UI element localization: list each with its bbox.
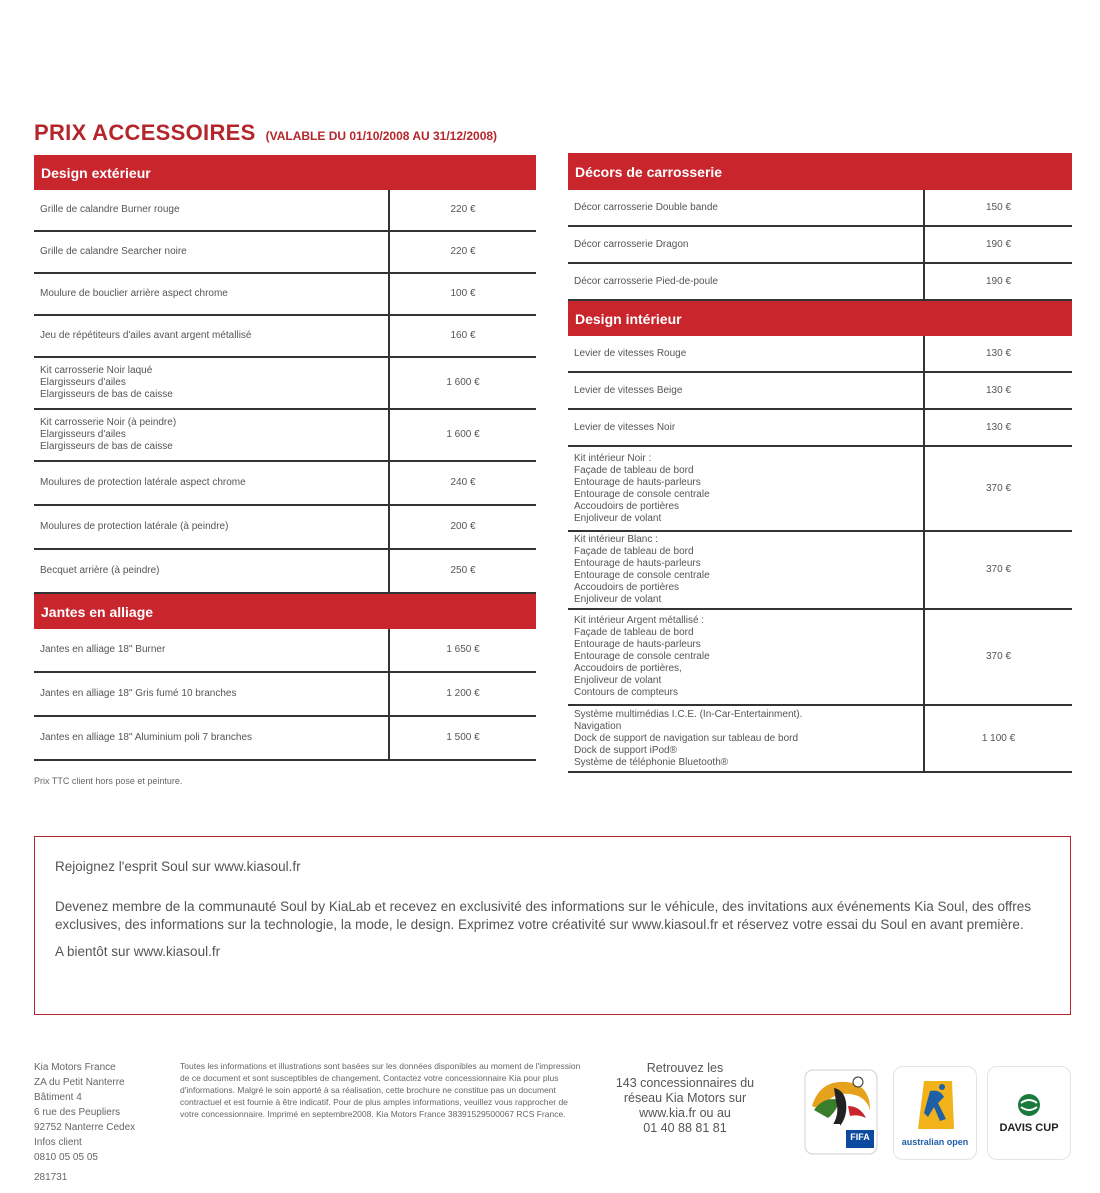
accessory-line: Moulures de protection latérale (à peindre) (40, 521, 229, 532)
accessory-line: Enjoliveur de volant (574, 675, 662, 686)
accessory-line: Grille de calandre Burner rouge (40, 204, 180, 215)
accessory-line: Levier de vitesses Noir (574, 421, 676, 433)
accessory-price: 1 650 € (446, 644, 480, 655)
price-row (568, 532, 1072, 610)
accessory-line: Navigation (574, 720, 622, 732)
accessory-name (34, 717, 390, 759)
price-row (568, 610, 1072, 706)
accessory-name (34, 410, 390, 460)
price-row (34, 550, 536, 594)
price-row (568, 373, 1072, 410)
right-price-column (568, 153, 1072, 773)
accessory-line: Becquet arrière (à peindre) (40, 565, 160, 576)
accessory-name (34, 274, 390, 314)
accessory-line: Grille de calandre Searcher noire (40, 246, 187, 257)
accessory-line: Système multimédias I.C.E. (In-Car-Entertainment). (574, 708, 803, 720)
accessory-price: 130 € (985, 347, 1012, 359)
address-line: 92752 Nanterre Cedex (34, 1122, 136, 1133)
accessory-price: 1 600 € (446, 429, 480, 440)
accessory-line: Kit intérieur Argent métallisé : (574, 615, 705, 626)
dealer-info-line: www.kia.fr ou au (639, 1106, 731, 1120)
dealer-info-line: réseau Kia Motors sur (623, 1091, 747, 1105)
accessory-line: Moulure de bouclier arrière aspect chrome (40, 288, 228, 299)
australian-open-logo (893, 1066, 977, 1160)
accessory-line: Accoudoirs de portières (574, 500, 680, 512)
price-row (34, 717, 536, 761)
accessory-name (34, 358, 390, 408)
accessory-line: Kit carrosserie Noir (à peindre) (40, 417, 177, 428)
fifa-logo-text: FIFA (850, 1132, 870, 1142)
price-note: Prix TTC client hors pose et peinture. (34, 776, 183, 786)
address-line: 0810 05 05 05 (34, 1152, 98, 1163)
promo-heading: Rejoignez l'esprit Soul sur www.kiasoul.fr (55, 859, 301, 874)
promo-paragraph: Devenez membre de la communauté Soul by KiaLab et recevez en exclusivité des informations sur le véhicule, des invitations aux événements Kia Soul, des offres exclusives, des informations sur la technologie, la mode, le design. Exprimez votre créativité sur www.kiasoul.fr et réservez votre essai du Soul en avant première. (55, 899, 1032, 932)
accessory-line: Entourage de hauts-parleurs (574, 639, 701, 650)
accessory-name (34, 673, 390, 715)
accessory-line: Elargisseurs d'ailes (40, 377, 126, 388)
price-row (34, 232, 536, 274)
accessory-price: 100 € (450, 288, 476, 299)
accessory-line: Moulures de protection latérale aspect chrome (40, 477, 246, 488)
accessory-price: 150 € (985, 201, 1012, 213)
accessory-price: 1 200 € (446, 688, 480, 699)
dealer-info-line: Retrouvez les (646, 1061, 724, 1075)
accessory-line: Entourage de console centrale (574, 488, 710, 500)
accessory-name (34, 462, 390, 504)
section-header: Design extérieur (34, 155, 536, 190)
accessory-price: 370 € (985, 564, 1012, 575)
accessory-name (568, 410, 925, 445)
price-row (568, 410, 1072, 447)
address-line: Kia Motors France (34, 1062, 116, 1073)
accessory-line: Kit intérieur Noir : (574, 452, 652, 464)
accessory-price: 1 500 € (446, 732, 480, 743)
section-header: Design intérieur (568, 301, 1072, 336)
accessory-line: Dock de support iPod® (574, 744, 677, 756)
accessory-line: Jantes en alliage 18" Gris fumé 10 branches (40, 688, 237, 699)
address-line: 6 rue des Peupliers (34, 1107, 121, 1118)
accessory-name (34, 550, 390, 592)
price-row (568, 447, 1072, 532)
address-line: ZA du Petit Nanterre (34, 1077, 125, 1088)
page-title: PRIX ACCESSOIRES (34, 120, 256, 145)
price-row (34, 629, 536, 673)
accessory-price: 220 € (450, 204, 476, 215)
accessory-name (34, 316, 390, 356)
promo-closing: A bientôt sur www.kiasoul.fr (55, 944, 221, 959)
dealer-info-line: 01 40 88 81 81 (643, 1121, 727, 1135)
price-row (568, 190, 1072, 227)
price-row (34, 190, 536, 232)
accessory-line: Accoudoirs de portières (574, 582, 680, 593)
accessory-line: Entourage de console centrale (574, 570, 710, 581)
price-row (34, 673, 536, 717)
price-row (34, 462, 536, 506)
price-row (34, 316, 536, 358)
address-line: Infos client (34, 1137, 82, 1148)
price-row (568, 264, 1072, 301)
validity-period: (VALABLE DU 01/10/2008 AU 31/12/2008) (265, 129, 498, 143)
accessory-line: Jantes en alliage 18" Aluminium poli 7 branches (40, 732, 253, 743)
accessory-price: 200 € (450, 521, 476, 532)
accessory-price: 370 € (985, 651, 1012, 662)
accessory-line: Jeu de répétiteurs d'ailes avant argent métallisé (40, 330, 252, 341)
price-row (34, 506, 536, 550)
accessory-line: Système de téléphonie Bluetooth® (574, 756, 729, 768)
fifa-world-cup-2010-logo (800, 1066, 882, 1158)
accessory-price: 130 € (985, 421, 1012, 433)
accessory-name (568, 706, 925, 771)
accessory-name (568, 264, 925, 299)
accessory-line: Elargisseurs de bas de caisse (40, 441, 173, 452)
accessory-line: Décor carrosserie Dragon (574, 238, 689, 250)
australian-open-label: australian open (901, 1137, 969, 1147)
accessory-name (568, 610, 925, 704)
legal-notice: Toutes les informations et illustrations sont basées sur les données disponibles au moment de l'impression de ce document et sont susceptibles de changement. Contactez votre concessionnaire Kia pour plus d'informations. Malgré le soin apporté à sa réalisation, cette brochure ne constitue pas un document contractuel et est fournie à être indicatif. Pour de plus amples informations, veuillez vous rapprocher de votre concessionnaire. Imprimé en septembre2008. Kia Motors France 38391529500067 RCS France. (180, 1061, 581, 1119)
dealer-info-line: 143 concessionnaires du (615, 1076, 755, 1090)
accessory-line: Contours de compteurs (574, 687, 678, 698)
accessory-name (34, 190, 390, 230)
accessory-name (568, 336, 925, 371)
accessory-line: Enjoliveur de volant (574, 512, 662, 524)
document-code: 281731 (34, 1172, 68, 1183)
price-row (568, 227, 1072, 264)
accessory-name (568, 532, 925, 608)
davis-cup-logo (987, 1066, 1071, 1160)
accessory-line: Enjoliveur de volant (574, 594, 662, 605)
dealer-info (610, 1061, 760, 1136)
accessory-name (34, 506, 390, 548)
accessory-line: Entourage de hauts-parleurs (574, 476, 701, 488)
accessory-line: Décor carrosserie Pied-de-poule (574, 275, 718, 287)
section-header: Jantes en alliage (34, 594, 536, 629)
price-row (568, 706, 1072, 773)
accessory-price: 370 € (985, 482, 1012, 494)
accessory-line: Elargisseurs de bas de caisse (40, 389, 173, 400)
accessory-name (34, 232, 390, 272)
accessory-price: 220 € (450, 246, 476, 257)
accessory-price: 190 € (985, 275, 1012, 287)
accessory-price: 250 € (450, 565, 476, 576)
accessory-line: Accoudoirs de portières, (574, 663, 682, 674)
page-heading (34, 120, 497, 146)
accessory-price: 1 100 € (981, 732, 1016, 744)
accessory-price: 1 600 € (446, 377, 480, 388)
accessory-line: Jantes en alliage 18" Burner (40, 644, 166, 655)
accessory-price: 130 € (985, 384, 1012, 396)
accessory-name (568, 190, 925, 225)
section-header: Décors de carrosserie (568, 153, 1072, 190)
accessory-line: Façade de tableau de bord (574, 464, 694, 476)
accessory-line: Levier de vitesses Rouge (574, 347, 687, 359)
accessory-line: Entourage de console centrale (574, 651, 710, 662)
address-line: Bâtiment 4 (34, 1092, 82, 1103)
price-row (568, 336, 1072, 373)
accessory-line: Elargisseurs d'ailes (40, 429, 126, 440)
accessory-line: Entourage de hauts-parleurs (574, 558, 701, 569)
accessory-name (34, 629, 390, 671)
accessory-line: Levier de vitesses Beige (574, 384, 683, 396)
price-row (34, 274, 536, 316)
price-row (34, 358, 536, 410)
accessory-price: 160 € (450, 330, 476, 341)
kiasoul-promo-box (34, 836, 1071, 1015)
accessory-price: 240 € (450, 477, 476, 488)
accessory-line: Kit carrosserie Noir laqué (40, 365, 153, 376)
accessory-name (568, 373, 925, 408)
accessory-line: Façade de tableau de bord (574, 627, 694, 638)
price-row (34, 410, 536, 462)
accessory-line: Kit intérieur Blanc : (574, 534, 658, 545)
accessory-line: Dock de support de navigation sur tableau de bord (574, 732, 799, 744)
accessory-line: Façade de tableau de bord (574, 546, 694, 557)
accessory-name (568, 227, 925, 262)
accessory-name (568, 447, 925, 530)
left-price-column (34, 155, 536, 761)
accessory-price: 190 € (985, 238, 1012, 250)
davis-cup-label: DAVIS CUP (999, 1122, 1059, 1134)
company-address (34, 1060, 135, 1165)
accessory-line: Décor carrosserie Double bande (574, 201, 718, 213)
